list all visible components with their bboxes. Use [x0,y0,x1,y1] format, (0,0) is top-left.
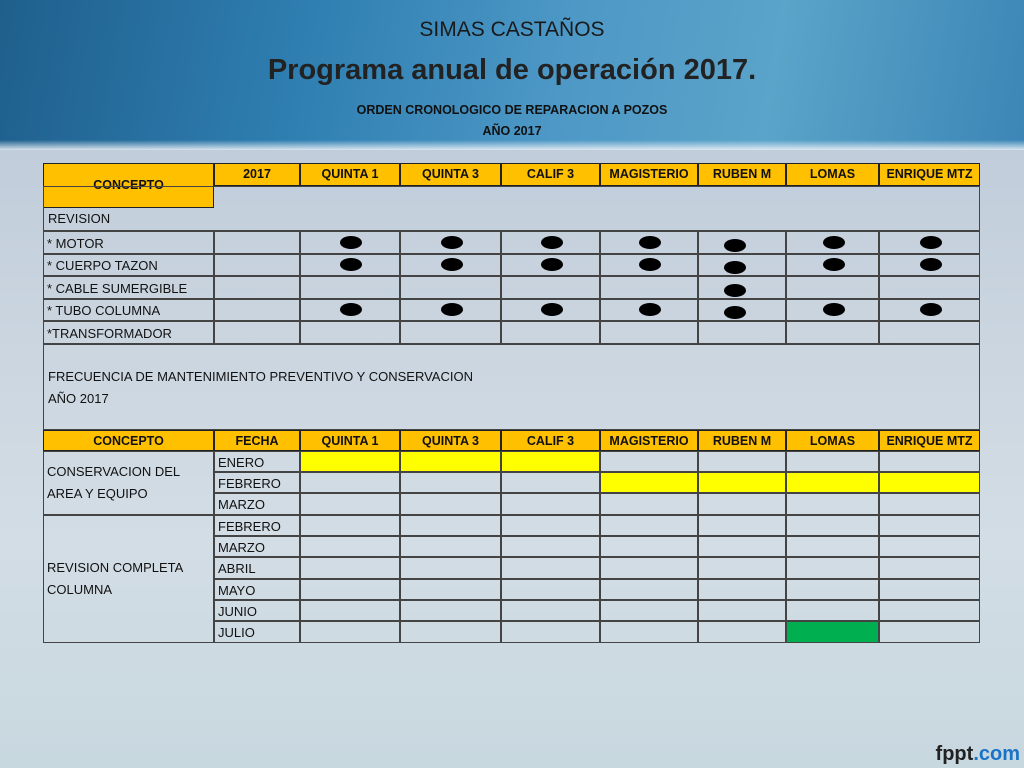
revision-cell [879,276,980,299]
revision-cell [600,254,698,276]
schedule-cell [786,621,879,643]
revision-cell [300,231,400,254]
schedule-cell [600,451,698,472]
month-cell: MARZO [214,536,300,557]
month-cell: MARZO [214,493,300,515]
revision-cell [501,321,600,344]
month-cell: ABRIL [214,557,300,579]
schedule-cell [300,493,400,515]
schedule-cell [786,600,879,621]
mark-dot [340,236,362,249]
schedule-cell [400,451,501,472]
schedule-cell [879,472,980,493]
schedule-cell [698,557,786,579]
table2-header-5: MAGISTERIO [600,430,698,451]
revision-cell [698,321,786,344]
section-revision: REVISION [48,211,111,226]
table2-header-8: ENRIQUE MTZ [879,430,980,451]
revision-cell [786,276,879,299]
concept-header: CONCEPTO [43,163,214,208]
table2-header-0: CONCEPTO [43,430,214,451]
schedule-cell [786,515,879,536]
mark-dot [340,258,362,271]
schedule-cell [600,493,698,515]
month-cell: FEBRERO [214,515,300,536]
revision-cell [698,276,786,299]
revision-cell [698,231,786,254]
revision-cell [786,299,879,321]
mark-dot [639,258,661,271]
mark-dot [724,261,746,274]
schedule-cell [501,515,600,536]
schedule-cell [501,536,600,557]
revision-cell [501,231,600,254]
revision-cell [300,254,400,276]
schedule-cell [698,451,786,472]
schedule-cell [786,493,879,515]
revision-cell [300,321,400,344]
revision-cell [879,299,980,321]
schedule-cell [501,600,600,621]
revision-cell [300,276,400,299]
schedule-cell [300,557,400,579]
schedule-cell [400,515,501,536]
mark-dot [724,306,746,319]
fppt-logo: fppt.com [935,743,1020,765]
schedule-cell [786,557,879,579]
mark-dot [823,303,845,316]
schedule-cell [600,600,698,621]
schedule-cell [600,557,698,579]
revision-cell [600,276,698,299]
col-header-2: QUINTA 3 [400,163,501,186]
mark-dot [639,236,661,249]
schedule-cell [698,472,786,493]
table2-header-6: RUBEN M [698,430,786,451]
revision-cell [501,299,600,321]
revision-cell [786,321,879,344]
schedule-cell [698,579,786,600]
schedule-cell [879,579,980,600]
revision-cell [400,276,501,299]
revision-cell [400,321,501,344]
month-cell: JUNIO [214,600,300,621]
table2-header-2: QUINTA 1 [300,430,400,451]
schedule-cell [698,515,786,536]
revision-cell [214,231,300,254]
revision-cell [600,299,698,321]
page-title: Programa anual de operación 2017. [267,54,757,86]
revision-cell [214,254,300,276]
schedule-cell [698,493,786,515]
schedule-cell [600,536,698,557]
col-header-3: CALIF 3 [501,163,600,186]
month-cell: MAYO [214,579,300,600]
schedule-cell [879,621,980,643]
subtitle-year: AÑO 2017 [482,124,542,138]
group-revision-columna: REVISION COMPLETA COLUMNA [43,515,214,643]
schedule-cell [786,536,879,557]
schedule-cell [400,472,501,493]
mark-dot [541,303,563,316]
schedule-cell [879,557,980,579]
table2-header-4: CALIF 3 [501,430,600,451]
revision-cell [214,321,300,344]
schedule-cell [786,472,879,493]
group-conservacion: CONSERVACION DEL AREA Y EQUIPO [43,451,214,515]
revision-cell [786,254,879,276]
schedule-cell [501,472,600,493]
month-cell: ENERO [214,451,300,472]
note-line-1: FRECUENCIA DE MANTENIMIENTO PREVENTIVO Y CONSERVACION [48,369,473,384]
schedule-cell [400,600,501,621]
schedule-cell [698,600,786,621]
table2-header-7: LOMAS [786,430,879,451]
revision-cell [698,254,786,276]
schedule-cell [300,451,400,472]
revision-cell [214,299,300,321]
revision-cell [879,254,980,276]
note-line-2: AÑO 2017 [48,391,109,406]
month-cell: JULIO [214,621,300,643]
schedule-cell [501,557,600,579]
revision-cell [501,254,600,276]
schedule-cell [501,493,600,515]
mark-dot [920,236,942,249]
schedule-cell [786,451,879,472]
col-header-4: MAGISTERIO [600,163,698,186]
col-header-5: RUBEN M [698,163,786,186]
mark-dot [541,236,563,249]
revision-cell [786,231,879,254]
schedule-cell [400,579,501,600]
schedule-cell [400,536,501,557]
schedule-cell [300,600,400,621]
schedule-cell [501,621,600,643]
table2-header-3: QUINTA 3 [400,430,501,451]
revision-cell [214,276,300,299]
revision-cell [879,231,980,254]
revision-cell [501,276,600,299]
schedule-cell [698,621,786,643]
schedule-cell [879,536,980,557]
mark-dot [823,236,845,249]
revision-row-1: * CUERPO TAZON [43,254,214,276]
revision-row-2: * CABLE SUMERGIBLE [43,276,214,299]
subtitle: ORDEN CRONOLOGICO DE REPARACION A POZOS [356,103,668,117]
revision-cell [600,231,698,254]
schedule-cell [400,621,501,643]
mark-dot [441,303,463,316]
mark-dot [639,303,661,316]
schedule-cell [698,536,786,557]
schedule-cell [786,579,879,600]
schedule-cell [300,579,400,600]
schedule-cell [879,493,980,515]
col-header-6: LOMAS [786,163,879,186]
revision-cell [400,231,501,254]
revision-cell [879,321,980,344]
schedule-cell [300,472,400,493]
schedule-cell [300,536,400,557]
schedule-cell [600,579,698,600]
table2-header-1: FECHA [214,430,300,451]
schedule-cell [879,515,980,536]
revision-cell [400,299,501,321]
month-cell: FEBRERO [214,472,300,493]
mark-dot [920,258,942,271]
mark-dot [823,258,845,271]
revision-row-0: * MOTOR [43,231,214,254]
org-name: SIMAS CASTAÑOS [419,18,605,41]
schedule-cell [400,557,501,579]
revision-cell [600,321,698,344]
mark-dot [340,303,362,316]
schedule-cell [501,579,600,600]
note-block [43,344,980,430]
mark-dot [541,258,563,271]
revision-cell [400,254,501,276]
schedule-cell [300,515,400,536]
col-header-0: 2017 [214,163,300,186]
mark-dot [920,303,942,316]
revision-cell [698,299,786,321]
schedule-cell [400,493,501,515]
schedule-cell [879,600,980,621]
mark-dot [441,236,463,249]
schedule-cell [600,621,698,643]
mark-dot [724,284,746,297]
col-header-1: QUINTA 1 [300,163,400,186]
mark-dot [441,258,463,271]
col-header-7: ENRIQUE MTZ [879,163,980,186]
schedule-cell [501,451,600,472]
revision-row-3: * TUBO COLUMNA [43,299,214,321]
schedule-cell [300,621,400,643]
mark-dot [724,239,746,252]
schedule-cell [879,451,980,472]
schedule-cell [600,472,698,493]
revision-cell [300,299,400,321]
revision-row-4: *TRANSFORMADOR [43,321,214,344]
schedule-cell [600,515,698,536]
